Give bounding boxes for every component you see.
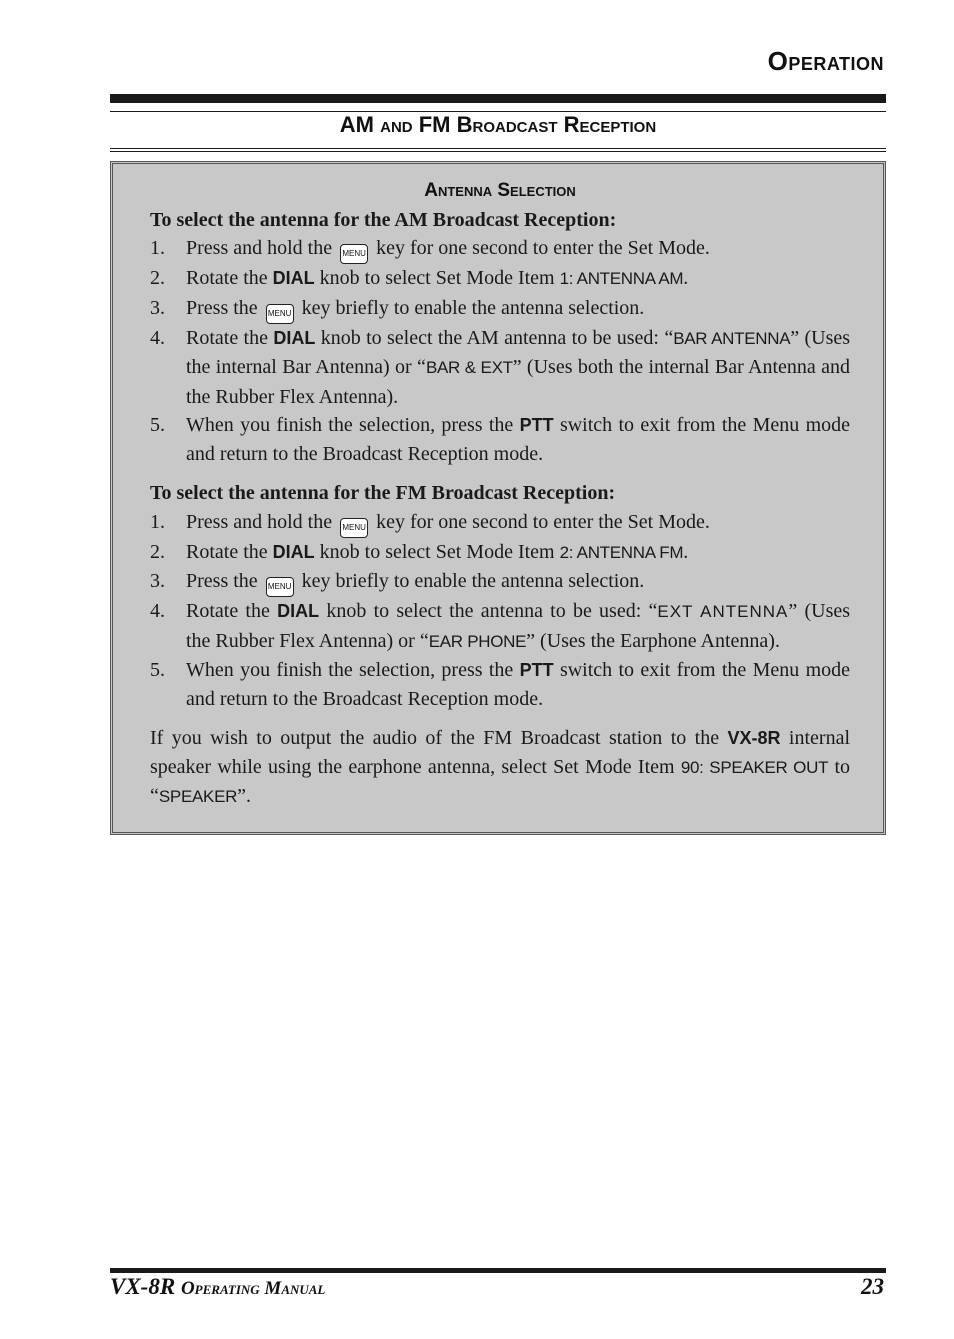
footer-manual-title	[110, 1274, 325, 1300]
section-rule-bottom-1	[110, 148, 886, 149]
step-text: Press and hold the	[186, 237, 333, 259]
step-text: Rotate the	[186, 540, 268, 563]
footer-rule	[110, 1268, 886, 1273]
step-number: 4.	[150, 600, 165, 622]
note-text: ”.	[237, 785, 251, 807]
step-number: 5.	[150, 414, 165, 436]
step-text: key briefly to enable the antenna selection.	[301, 570, 645, 592]
step-number: 4.	[150, 326, 165, 349]
step-text: key for one second to enter the Set Mode.	[376, 510, 710, 533]
antenna-option: EAR PHONE	[428, 631, 527, 651]
chapter-title: Operation	[767, 46, 884, 76]
step-text: ” (Uses both the internal Bar Antenna and the Rubber Flex Antenna).	[186, 356, 850, 408]
dial-label: DIAL	[272, 268, 315, 288]
section-title: AM and FM Broadcast Reception	[339, 112, 657, 137]
ptt-label: PTT	[519, 415, 554, 435]
antenna-option: BAR ANTENNA	[673, 328, 791, 348]
menu-key-icon: MENU	[266, 577, 294, 597]
step-text: knob to select Set Mode Item	[319, 267, 555, 289]
fm-step-2	[150, 538, 850, 568]
note-text: to “	[150, 755, 851, 807]
box-title: Antenna Selection	[424, 180, 576, 201]
antenna-option: EXT ANTENNA	[657, 602, 789, 621]
step-text: Rotate the	[186, 326, 268, 349]
fm-step-5	[150, 656, 850, 713]
step-text: switch to exit from the Menu mode and return to the Broadcast Reception mode.	[186, 659, 851, 710]
section-rule-bottom-2	[110, 151, 886, 152]
fm-step-1	[150, 508, 850, 538]
step-text: When you finish the selection, press the	[186, 659, 514, 681]
step-text: key briefly to enable the antenna selection.	[301, 296, 645, 319]
speaker-value: SPEAKER	[158, 787, 238, 806]
fm-step-4	[150, 597, 850, 656]
header-rule	[110, 94, 886, 103]
step-number: 2.	[150, 540, 165, 563]
step-text: .	[683, 540, 689, 563]
dial-label: DIAL	[273, 327, 316, 348]
step-text: Press the	[186, 296, 258, 319]
step-text: knob to select Set Mode Item	[319, 540, 555, 563]
menu-key-icon: MENU	[340, 244, 368, 264]
step-text: When you finish the selection, press the	[186, 414, 514, 436]
step-text: knob to select the AM antenna to be used: “	[320, 326, 674, 349]
step-number: 2.	[150, 267, 165, 289]
note-text: internal speaker while using the earphone antenna, select Set Mode Item	[150, 727, 851, 778]
step-text: key for one second to enter the Set Mode.	[376, 237, 710, 259]
model-name: VX-8R	[727, 728, 781, 748]
step-number: 1.	[150, 510, 165, 533]
step-text: switch to exit from the Menu mode and return to the Broadcast Reception mode.	[186, 414, 851, 465]
dial-label: DIAL	[277, 601, 320, 621]
am-step-2	[150, 264, 850, 294]
am-heading: To select the antenna for the AM Broadcast Reception:	[150, 208, 617, 231]
step-number: 5.	[150, 659, 165, 681]
step-text: ” (Uses the internal Bar Antenna) or “	[186, 326, 851, 378]
step-text: Press and hold the	[186, 510, 333, 533]
set-mode-item: 1: ANTENNA AM	[559, 269, 684, 288]
am-step-3	[150, 294, 850, 324]
fm-step-3	[150, 567, 850, 597]
note-text: If you wish to output the audio of the FM Broadcast station to the	[150, 727, 720, 749]
page-number: 23	[861, 1274, 884, 1299]
step-text: Press the	[186, 570, 258, 592]
menu-key-icon: MENU	[340, 518, 368, 538]
fm-steps	[150, 508, 850, 714]
set-mode-item: 90: SPEAKER OUT	[680, 757, 829, 777]
step-text: Rotate the	[186, 267, 268, 289]
step-text: .	[683, 267, 689, 289]
step-number: 3.	[150, 570, 165, 592]
speaker-note	[150, 724, 850, 812]
ptt-label: PTT	[519, 660, 554, 680]
antenna-selection-box	[110, 161, 886, 835]
step-number: 1.	[150, 237, 165, 259]
footer-model: VX-8R	[110, 1274, 176, 1299]
antenna-option: BAR & EXT	[425, 358, 513, 377]
am-step-5	[150, 411, 850, 468]
footer-manual-name: Operating Manual	[180, 1278, 326, 1299]
step-text: knob to select the antenna to be used: “	[326, 600, 658, 622]
step-number: 3.	[150, 296, 165, 319]
fm-heading: To select the antenna for the FM Broadcast Reception:	[150, 482, 616, 504]
am-step-4	[150, 324, 850, 412]
step-text: ” (Uses the Rubber Flex Antenna) or “	[186, 600, 851, 652]
menu-key-icon: MENU	[266, 304, 294, 324]
am-step-1	[150, 234, 850, 264]
am-steps	[150, 234, 850, 468]
step-text: ” (Uses the Earphone Antenna).	[526, 629, 780, 652]
step-text: Rotate the	[186, 600, 270, 622]
set-mode-item: 2: ANTENNA FM	[559, 542, 684, 562]
dial-label: DIAL	[272, 541, 315, 562]
